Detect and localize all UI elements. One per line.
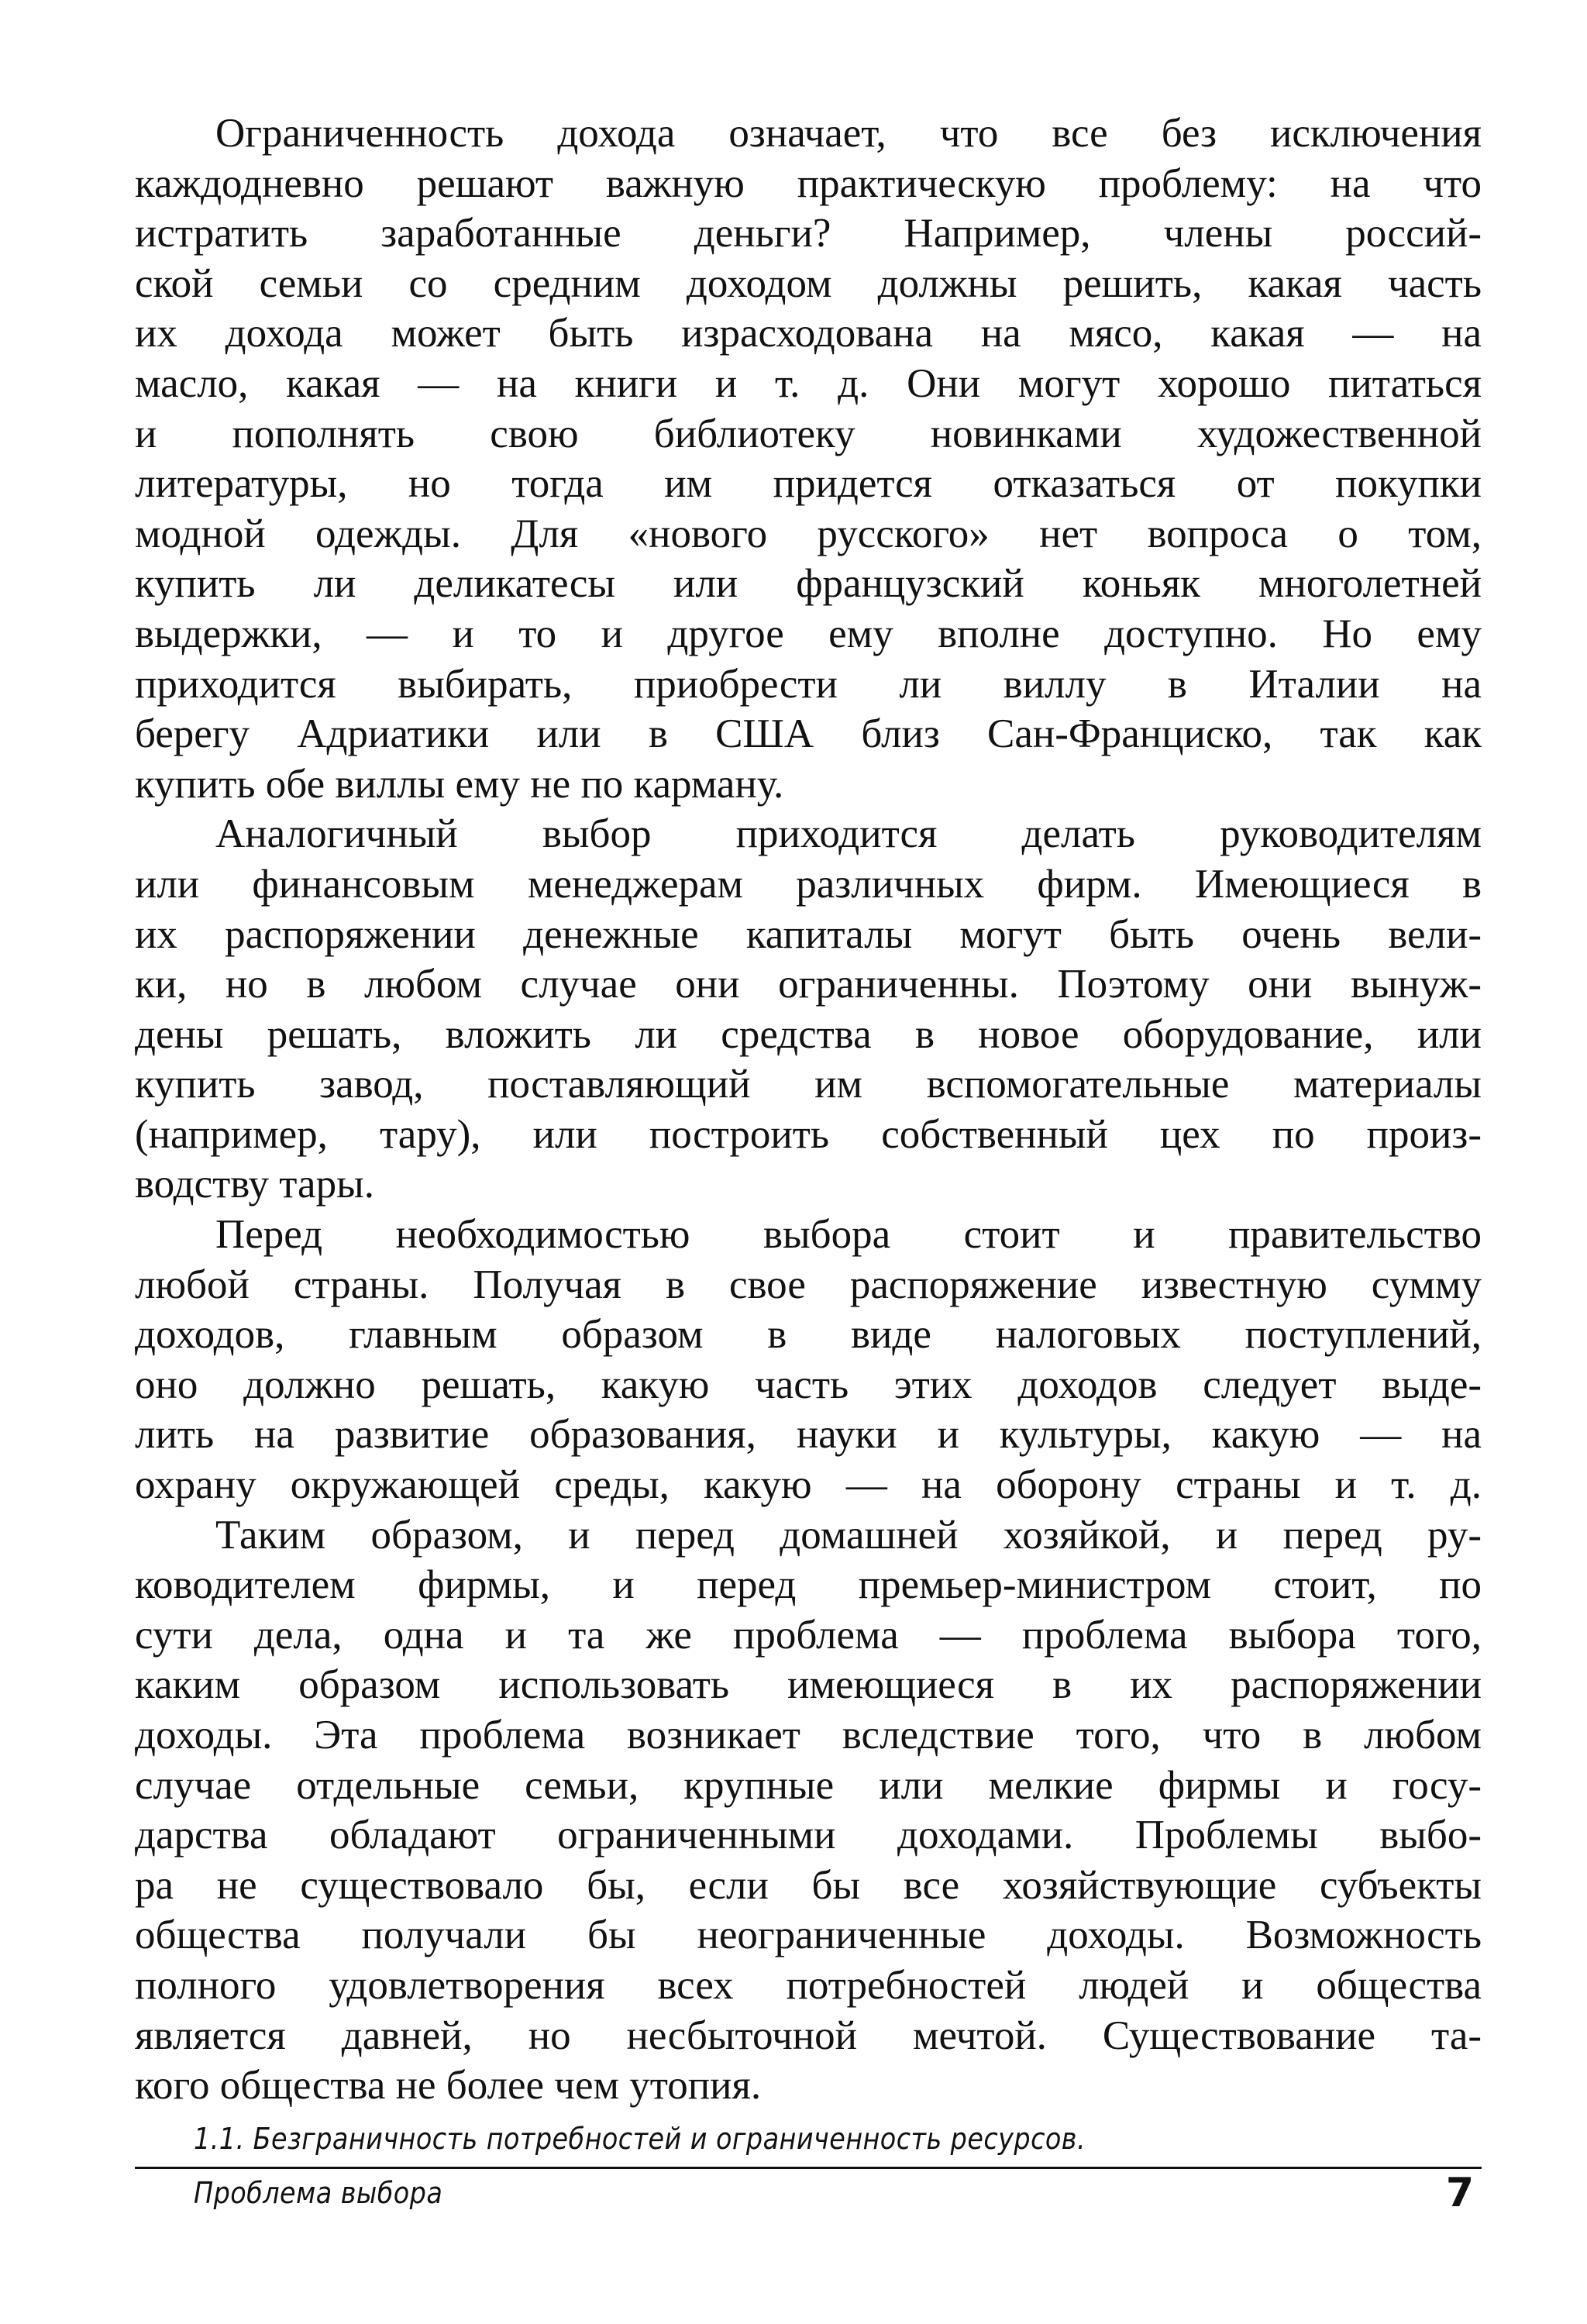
text-line: каждодневно решают важную практическую проблему: на что [135,160,1482,206]
text-line: (например, тару), или построить собственный цех по произ- [135,1111,1482,1157]
text-line: приходится выбирать, приобрести ли виллу в Италии на [135,661,1482,707]
text-line: и пополнять свою библиотеку новинками художественной [135,411,1482,456]
page-number: 7 [1445,2170,1474,2216]
text-line: Ограниченность дохода означает, что все без исключения [215,111,1482,156]
text-line: модной одежды. Для «нового русского» нет вопроса о том, [135,511,1482,556]
running-head-line-1: 1.1. Безграничность потребностей и ограниченность ресурсов. [194,2122,1086,2156]
text-line: лить на развитие образования, науки и культуры, какую — на [135,1412,1482,1458]
footer-rule [135,2167,1482,2169]
text-line: кого общества не более чем утопия. [135,2063,762,2109]
text-line: полного удовлетворения всех потребностей людей и общества [135,1962,1482,2008]
text-line: купить обе виллы ему не по карману. [135,761,784,807]
text-line: купить ли деликатесы или французский коньяк многолетней [135,561,1482,607]
text-line: Таким образом, и перед домашней хозяйкой, и перед ру- [215,1512,1482,1558]
text-line: оно должно решать, какую часть этих доходов следует выде- [135,1362,1482,1407]
text-line: охрану окружающей среды, какую — на оборону страны и т. д. [135,1462,1482,1508]
text-line: общества получали бы неограниченные доходы. Возможность [135,1913,1482,1958]
text-line: их распоряжении денежные капиталы могут быть очень вели- [135,911,1482,957]
text-line: дарства обладают ограниченными доходами. Проблемы выбо- [135,1813,1482,1858]
text-line: дены решать, вложить ли средства в новое оборудование, или [135,1011,1482,1057]
text-line: выдержки, — и то и другое ему вполне доступно. Но ему [135,611,1482,656]
text-line: их дохода может быть израсходована на мясо, какая — на [135,311,1482,356]
text-line: масло, какая — на книги и т. д. Они могут хорошо питаться [135,360,1482,406]
text-line: случае отдельные семьи, крупные или мелкие фирмы и госу- [135,1762,1482,1808]
text-line: ководителем фирмы, и перед премьер-министром стоит, по [135,1562,1482,1608]
text-line: ки, но в любом случае они ограниченны. Поэтому они вынуж- [135,962,1482,1007]
running-head-line-2: Проблема выбора [194,2176,443,2210]
text-line: купить завод, поставляющий им вспомогательные материалы [135,1062,1482,1107]
text-line: сути дела, одна и та же проблема — проблема выбора того, [135,1612,1482,1658]
text-line: литературы, но тогда им придется отказаться от покупки [135,461,1482,507]
text-line: Аналогичный выбор приходится делать руководителям [215,811,1482,857]
text-line: доходы. Эта проблема возникает вследствие того, что в любом [135,1713,1482,1758]
text-line: является давней, но несбыточной мечтой. Существование та- [135,2012,1482,2058]
text-line: водству тары. [135,1162,374,1207]
text-line: или финансовым менеджерам различных фирм. Имеющиеся в [135,861,1482,907]
text-line: каким образом использовать имеющиеся в их распоряжении [135,1662,1482,1708]
body-text [135,108,1482,2111]
text-line: истратить заработанные деньги? Например, члены россий- [135,211,1482,257]
text-line: любой страны. Получая в свое распоряжение известную сумму [135,1262,1482,1307]
text-line: доходов, главным образом в виде налоговых поступлений, [135,1312,1482,1358]
text-line: Перед необходимостью выбора стоит и правительство [215,1212,1482,1258]
text-line: ской семьи со средним доходом должны решить, какая часть [135,260,1482,306]
text-line: ра не существовало бы, если бы все хозяйствующие субъекты [135,1862,1482,1908]
text-line: берегу Адриатики или в США близ Сан-Франциско, так как [135,711,1482,757]
